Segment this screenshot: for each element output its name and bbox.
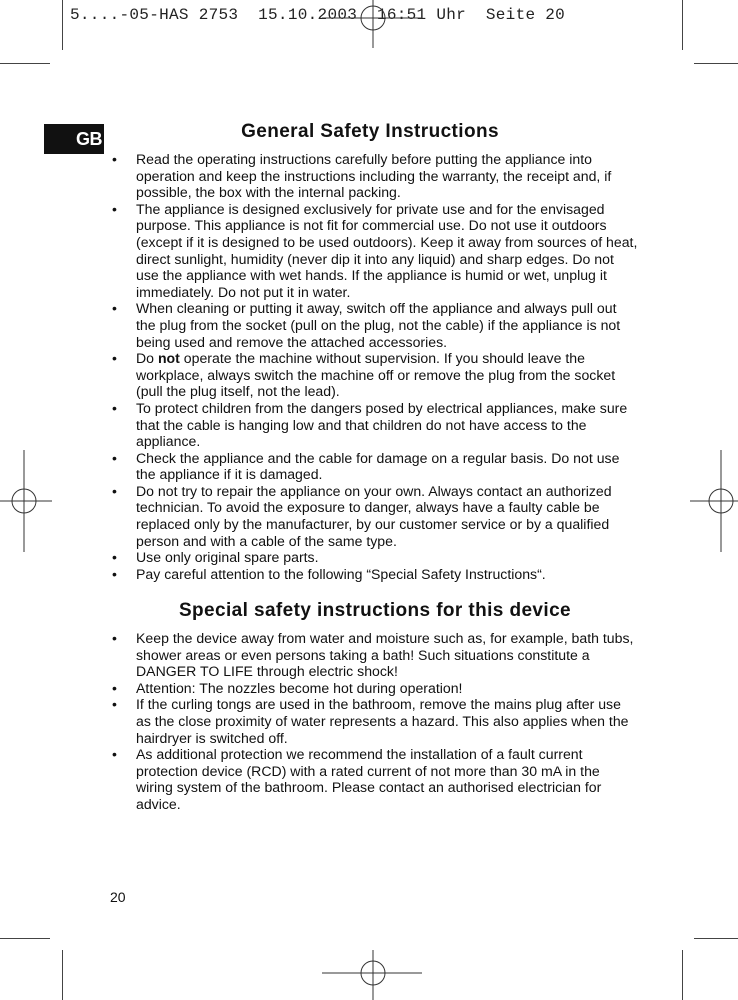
list-item (110, 300, 638, 350)
language-tab: GB (44, 124, 104, 154)
list-item-prefix: Do (136, 350, 158, 367)
registration-mark-top-icon (322, 0, 422, 48)
list-item (110, 696, 638, 746)
bullet-icon: • (112, 151, 117, 167)
general-safety-list (110, 151, 638, 582)
list-item (110, 746, 638, 812)
list-item-text: The appliance is designed exclusively for private use and for the envisaged purpose. This appliance is not fit for commercial use. Do not use it outdoors (except if it is designed to be used outdoors). Keep it away from sources of heat, direct sunlight, humidity (never dip it into any liquid) and sharp edges. Do not use the appliance with wet hands. If the appliance is humid or wet, unplug it immediately. Do not put it in water. (136, 200, 638, 300)
list-item-emphasis: not (157, 350, 180, 367)
list-item (110, 680, 638, 697)
crop-mark (694, 938, 738, 939)
list-item-text: Attention: The nozzles become hot during operation! (136, 679, 463, 696)
bullet-icon: • (112, 300, 117, 317)
bullet-icon: • (112, 399, 117, 416)
list-item-text: As additional protection we recommend the installation of a fault current protection device (RCD) with a rated current of not more than 30 mA in the wiring system of the bathroom. Please contact an authorised electrician for advice. (136, 746, 602, 812)
bullet-icon: • (112, 350, 117, 367)
list-item (110, 350, 638, 400)
bullet-icon: • (112, 549, 117, 566)
list-item-text: If the curling tongs are used in the bathroom, remove the mains plug after use as the close proximity of water represents a hazard. This also applies when the hairdryer is switched off. (136, 696, 629, 746)
bullet-icon: • (112, 630, 117, 646)
list-item-text: Do not try to repair the appliance on your own. Always contact an authorized technician. To avoid the exposure to danger, always have a faulty cable be replaced only by the manufacturer, by our customer service or by a qualified person and with a cable of the same type. (136, 482, 612, 549)
crop-mark (0, 938, 50, 939)
bullet-icon: • (112, 696, 117, 713)
bullet-icon: • (112, 449, 117, 466)
list-item (110, 400, 638, 450)
registration-mark-right-icon (690, 450, 738, 552)
bullet-icon: • (112, 565, 117, 582)
list-item (110, 566, 638, 583)
list-item-text: Use only original spare parts. (136, 549, 319, 566)
crop-mark (682, 950, 683, 1000)
list-item-text: Read the operating instructions carefully before putting the appliance into operation and keep the instructions including the warranty, the receipt and, if possible, the box with the internal packing. (136, 151, 612, 201)
general-safety-title: General Safety Instructions (241, 121, 499, 142)
registration-mark-bottom-icon (322, 950, 422, 1000)
list-item (110, 483, 638, 549)
list-item (110, 630, 638, 680)
crop-mark (62, 950, 63, 1000)
list-item (110, 151, 638, 201)
registration-mark-left-icon (0, 450, 52, 552)
page-number: 20 (110, 889, 126, 905)
crop-mark (0, 63, 50, 64)
list-item-text: Keep the device away from water and moisture such as, for example, bath tubs, shower areas or even persons taking a bath! Such situations constitute a DANGER TO LIFE through electric shock! (136, 630, 634, 680)
list-item (110, 549, 638, 566)
special-safety-list (110, 630, 638, 813)
list-item-text: To protect children from the dangers posed by electrical appliances, make sure that the cable is hanging low and that children do not have access to the appliance. (136, 399, 628, 450)
list-item (110, 201, 638, 301)
crop-mark (694, 63, 738, 64)
list-item-text: Pay careful attention to the following “Special Safety Instructions“. (136, 565, 546, 582)
bullet-icon: • (112, 482, 117, 499)
special-safety-title: Special safety instructions for this device (178, 600, 572, 621)
bullet-icon: • (112, 200, 117, 217)
list-item-text: operate the machine without supervision. If you should leave the workplace, always switch the machine off or remove the plug from the socket (pull the plug itself, not the lead). (136, 350, 616, 400)
crop-mark (682, 0, 683, 50)
list-item-text: When cleaning or putting it away, switch off the appliance and always pull out the plug from the socket (pull on the plug, not the cable) if the appliance is not being used and remove the attached accessories. (136, 300, 621, 350)
list-item-text: Check the appliance and the cable for damage on a regular basis. Do not use the appliance if it is damaged. (136, 449, 620, 483)
list-item (110, 450, 638, 483)
bullet-icon: • (112, 679, 117, 696)
crop-mark (62, 0, 63, 50)
print-header: 5....-05-HAS 2753 15.10.2003 16:51 Uhr Seite 20 (70, 6, 566, 24)
bullet-icon: • (112, 746, 117, 763)
